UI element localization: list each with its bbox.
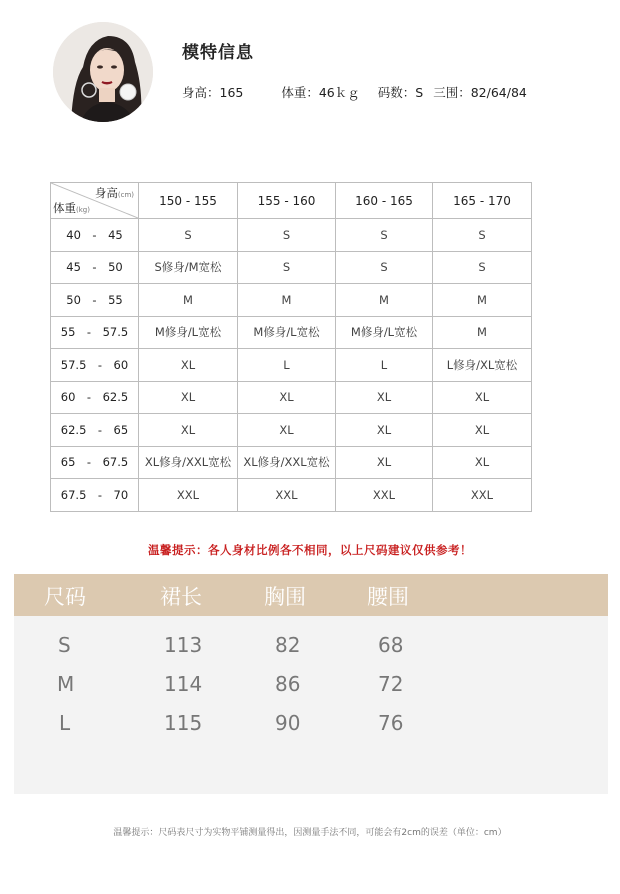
garment-length: 115 (164, 711, 203, 735)
garment-bust: 90 (275, 711, 301, 735)
size-cell: XXL (433, 479, 532, 512)
size-cell: S (433, 251, 532, 284)
size-cell: XL (336, 414, 433, 447)
garment-size: S (58, 633, 71, 657)
size-cell: XL (433, 381, 532, 414)
size-cell: XL (238, 414, 336, 447)
size-cell: XL (336, 381, 433, 414)
garment-bust: 82 (275, 633, 301, 657)
garment-table-header (14, 574, 608, 616)
size-recommendation-table (50, 182, 532, 512)
model-info-title: 模特信息 (182, 43, 254, 63)
garment-table-body (14, 616, 608, 794)
weight-range-cell: 45 - 50 (51, 251, 139, 284)
size-cell: L (238, 349, 336, 382)
corner-height-unit: (cm) (117, 191, 134, 199)
corner-height-label (95, 185, 134, 201)
size-cell: L (336, 349, 433, 382)
size-cell: S (336, 251, 433, 284)
size-cell: M (336, 284, 433, 317)
garment-waist: 76 (378, 711, 404, 735)
table-row (51, 479, 532, 512)
size-cell: XXL (336, 479, 433, 512)
size-cell: S (238, 251, 336, 284)
size-cell: M修身/L宽松 (336, 316, 433, 349)
size-cell: S (139, 219, 238, 252)
table-row (51, 349, 532, 382)
garment-size: M (57, 672, 75, 696)
size-cell: XXL (238, 479, 336, 512)
model-height: 身高：165 (182, 85, 244, 100)
size-cell: S (238, 219, 336, 252)
weight-range-cell: 67.5 - 70 (51, 479, 139, 512)
size-cell: S修身/M宽松 (139, 251, 238, 284)
size-cell: M (433, 284, 532, 317)
header-bust: 胸围 (264, 585, 306, 609)
size-cell: XL (336, 446, 433, 479)
table-row (51, 219, 532, 252)
size-cell: XL (433, 446, 532, 479)
size-cell: M (433, 316, 532, 349)
model-weight: 体重：46ｋｇ (281, 85, 360, 100)
column-header: 165 - 170 (433, 183, 532, 219)
column-header: 155 - 160 (238, 183, 336, 219)
size-cell: S (433, 219, 532, 252)
header-size: 尺码 (44, 585, 86, 609)
model-avatar (53, 22, 153, 122)
weight-range-cell: 55 - 57.5 (51, 316, 139, 349)
table-row (51, 446, 532, 479)
weight-range-cell: 40 - 45 (51, 219, 139, 252)
corner-height-text: 身高 (94, 186, 118, 200)
column-header: 160 - 165 (336, 183, 433, 219)
garment-waist: 72 (378, 672, 404, 696)
size-cell: XL (238, 381, 336, 414)
model-portrait-image (53, 22, 153, 122)
garment-bust: 86 (275, 672, 301, 696)
size-cell: XL修身/XXL宽松 (139, 446, 238, 479)
size-cell: L修身/XL宽松 (433, 349, 532, 382)
table-row (51, 414, 532, 447)
size-cell: XXL (139, 479, 238, 512)
size-cell: M修身/L宽松 (238, 316, 336, 349)
weight-range-cell: 50 - 55 (51, 284, 139, 317)
size-cell: M (139, 284, 238, 317)
size-cell: M (238, 284, 336, 317)
header-waist: 腰围 (367, 585, 409, 609)
table-header-row (51, 183, 532, 219)
corner-weight-label (53, 200, 90, 216)
size-cell: M修身/L宽松 (139, 316, 238, 349)
corner-weight-unit: (kg) (76, 206, 90, 214)
garment-length: 114 (164, 672, 203, 696)
model-measurements: 三围：82/64/84 (433, 85, 527, 100)
garment-size: L (59, 711, 71, 735)
weight-range-cell: 62.5 - 65 (51, 414, 139, 447)
size-cell: XL (433, 414, 532, 447)
size-cell: XL (139, 349, 238, 382)
size-cell: S (336, 219, 433, 252)
table-row (51, 251, 532, 284)
size-warning-text: 温馨提示：各人身材比例各不相同，以上尺码建议仅供参考！ (148, 543, 472, 557)
model-stats (182, 83, 527, 101)
table-row (51, 316, 532, 349)
column-header: 150 - 155 (139, 183, 238, 219)
weight-range-cell: 60 - 62.5 (51, 381, 139, 414)
size-cell: XL (139, 381, 238, 414)
table-row (51, 284, 532, 317)
garment-length: 113 (164, 633, 203, 657)
weight-range-cell: 65 - 67.5 (51, 446, 139, 479)
table-corner-cell (51, 183, 139, 219)
header-length: 裙长 (160, 585, 202, 609)
model-size: 码数：S (377, 85, 424, 100)
size-cell: XL修身/XXL宽松 (238, 446, 336, 479)
weight-range-cell: 57.5 - 60 (51, 349, 139, 382)
corner-weight-text: 体重 (53, 201, 76, 215)
measurement-footnote: 温馨提示：尺码表尺寸为实物平铺测量得出，因测量手法不同，可能会有2cm的误差（单位：cm） (113, 828, 507, 838)
table-row (51, 381, 532, 414)
size-cell: XL (139, 414, 238, 447)
garment-waist: 68 (378, 633, 404, 657)
